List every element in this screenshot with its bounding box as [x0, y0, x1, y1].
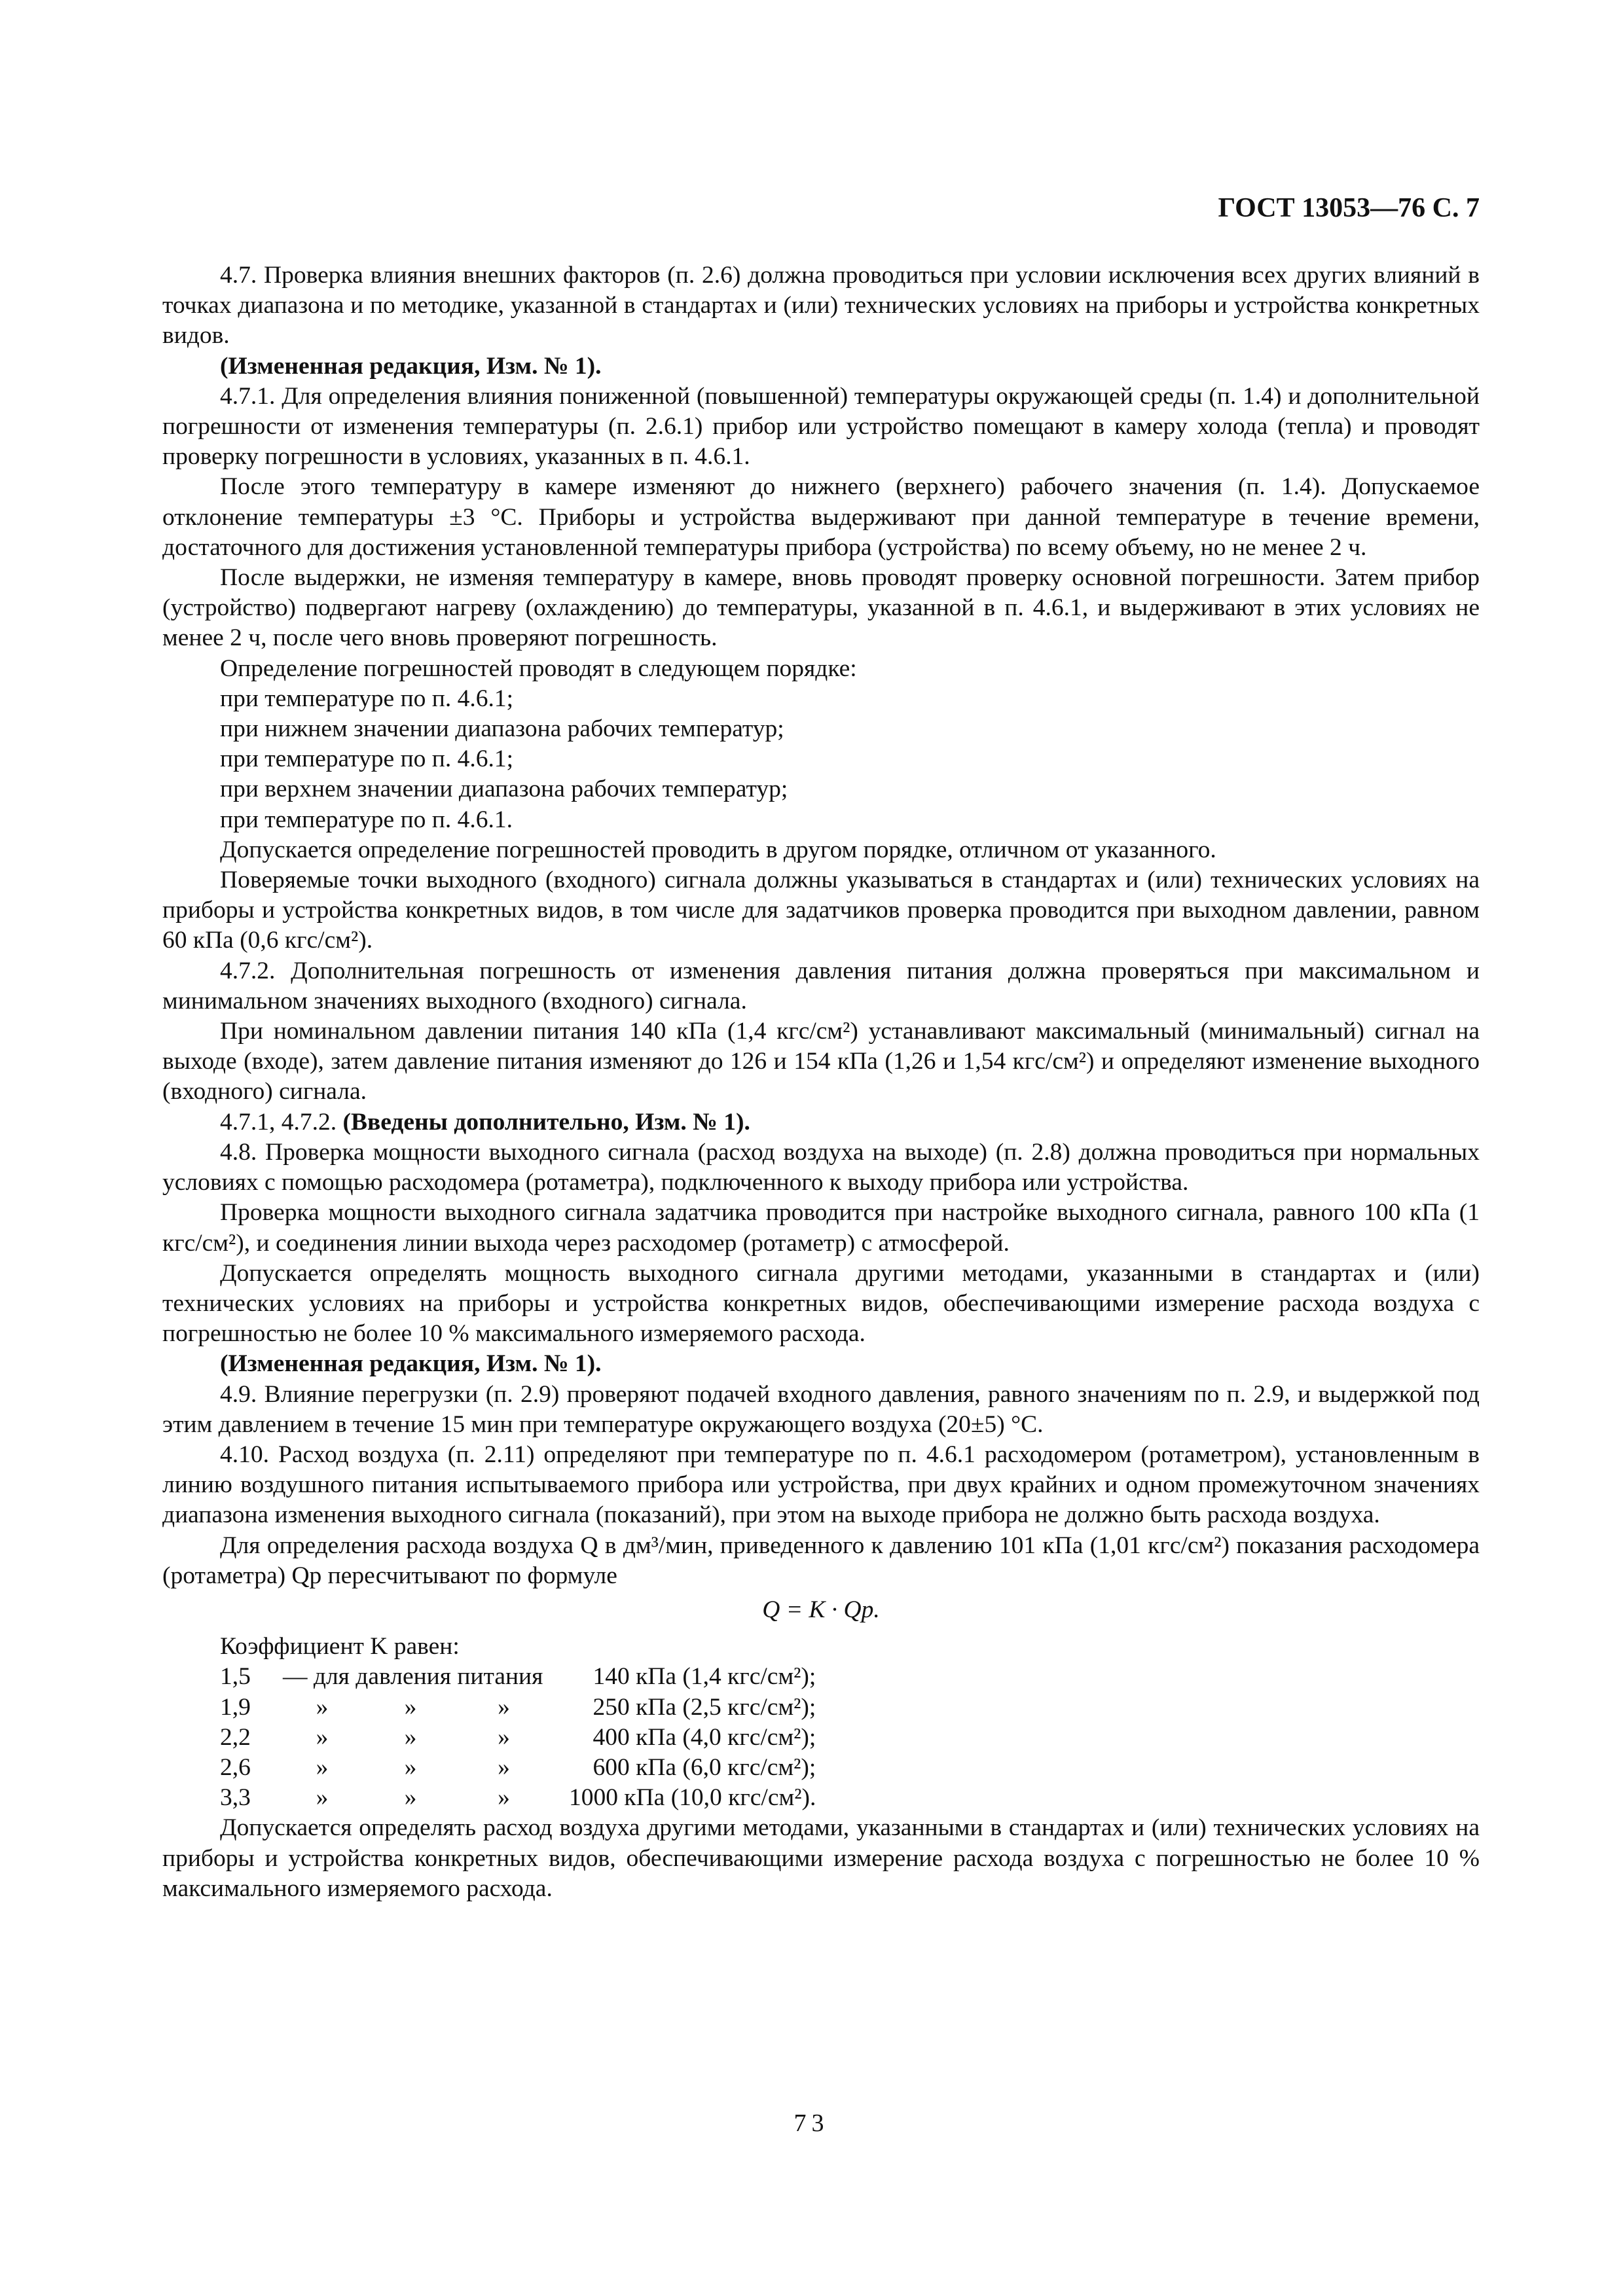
- paragraph: 4.7.1. Для определения влияния пониженной (повышенной) температуры окружающей среды (п. 1.4) и дополнительной погрешности от изменения температуры (п. 2.6.1) прибор или устройство помещают в камеру холода (тепла) и проводят проверку погрешности в условиях, указанных в п. 4.6.1.: [162, 382, 1480, 471]
- coefficient-pressure: 140 кПа (1,4 кгс/см²);: [593, 1663, 816, 1691]
- ditto-mark: »: [404, 1753, 417, 1781]
- paragraph: 4.9. Влияние перегрузки (п. 2.9) проверяют подачей входного давления, равного значениям по п. 2.9, и выдержкой под этим давлением в течение 15 мин при температуре окружающего воздуха (20±5) °С.: [162, 1380, 1480, 1438]
- document-page: [162, 190, 1480, 1904]
- coefficient-row: [220, 1783, 816, 1813]
- coefficient-value: 1,5: [220, 1663, 251, 1691]
- paragraph: Для определения расхода воздуха Q в дм³/мин, приведенного к давлению 101 кПа (1,01 кгс/см²) показания расходомера (ротаметра) Qр пересчитывают по формуле: [162, 1532, 1480, 1589]
- paragraph: Проверка мощности выходного сигнала задатчика проводится при настройке выходного сигнала, равного 100 кПа (1 кгс/см²), и соединения линии выхода через расходомер (ротаметр) с атмосферой.: [162, 1199, 1480, 1257]
- paragraph-bold-note: (Введены дополнительно, Изм. № 1).: [342, 1108, 750, 1136]
- paragraph: при температуре по п. 4.6.1;: [220, 745, 514, 773]
- coefficient-value: 2,6: [220, 1753, 251, 1781]
- coefficient-row: [220, 1662, 816, 1692]
- paragraph: Определение погрешностей проводят в следующем порядке:: [220, 655, 857, 682]
- ditto-mark: »: [404, 1784, 417, 1812]
- paragraph-text: 4.7.1, 4.7.2.: [220, 1108, 343, 1136]
- paragraph: После этого температуру в камере изменяют до нижнего (верхнего) рабочего значения (п. 1.4). Допускаемое отклонение температуры ±3 °С. Приборы и устройства выдерживают при данной температуре в течение времени, достаточного для достижения установленной температуры прибора (устройства) по всему объему, но не менее 2 ч.: [162, 473, 1480, 561]
- paragraph: 4.10. Расход воздуха (п. 2.11) определяют при температуре по п. 4.6.1 расходомером (ротаметром), установленным в линию воздушного питания испытываемого прибора или устройства, при двух крайних и одном промежуточном значениях диапазона изменения выходного сигнала (показаний), при этом на выходе прибора не должно быть расхода воздуха.: [162, 1441, 1480, 1529]
- paragraph-list: [162, 260, 1480, 1591]
- coefficient-pressure: 1000 кПа (10,0 кгс/см²).: [569, 1784, 816, 1812]
- coefficient-heading: Коэффициент K равен:: [220, 1633, 460, 1660]
- coefficient-row: [220, 1753, 816, 1783]
- closing-paragraph: Допускается определять расход воздуха другими методами, указанными в стандартах и (или) технических условиях на приборы и устройства конкретных видов, обеспечивающими измерение расхода воздуха с погрешностью не более 10 % максимального измеряемого расхода.: [162, 1814, 1480, 1902]
- paragraph: 4.7. Проверка влияния внешних факторов (п. 2.6) должна проводиться при условии исключения всех других влияний в точках диапазона и по методике, указанной в стандартах и (или) технических условиях на приборы и устройства конкретных видов.: [162, 262, 1480, 350]
- paragraph: [162, 1107, 1480, 1138]
- coefficient-value: 2,2: [220, 1723, 251, 1751]
- ditto-mark: »: [316, 1784, 329, 1812]
- coefficient-value: 1,9: [220, 1693, 251, 1721]
- page-number: 73: [793, 2109, 830, 2137]
- ditto-mark: »: [404, 1723, 417, 1751]
- formula: Q = K · Qр.: [762, 1596, 880, 1623]
- document-header: ГОСТ 13053—76 С. 7: [1218, 193, 1480, 223]
- ditto-mark: »: [498, 1753, 510, 1781]
- paragraph: После выдержки, не изменяя температуру в камере, вновь проводят проверку основной погрешности. Затем прибор (устройство) подвергают нагреву (охлаждению) до температуры, указанной в п. 4.6.1, и выдерживают в этих условиях не менее 2 ч, после чего вновь проверяют погрешность.: [162, 564, 1480, 652]
- paragraph: 4.8. Проверка мощности выходного сигнала (расход воздуха на выходе) (п. 2.8) должна проводиться при нормальных условиях с помощью расходомера (ротаметра), подключенного к выходу прибора или устройства.: [162, 1138, 1480, 1196]
- paragraph: (Измененная редакция, Изм. № 1).: [220, 352, 602, 380]
- paragraph: Допускается определять мощность выходного сигнала другими методами, указанными в стандартах и (или) технических условиях на приборы и устройства конкретных видов, обеспечивающими измерение расхода воздуха с погрешностью не более 10 % максимального измеряемого расхода.: [162, 1259, 1480, 1348]
- paragraph: 4.7.2. Дополнительная погрешность от изменения давления питания должна проверяться при максимальном и минимальном значениях выходного (входного) сигнала.: [162, 957, 1480, 1014]
- ditto-mark: »: [498, 1784, 510, 1812]
- coefficient-row: [220, 1723, 816, 1753]
- paragraph: Допускается определение погрешностей проводить в другом порядке, отличном от указанного.: [220, 836, 1216, 863]
- paragraph: (Измененная редакция, Изм. № 1).: [220, 1350, 602, 1378]
- ditto-mark: »: [316, 1753, 329, 1781]
- ditto-mark: »: [404, 1693, 417, 1721]
- document-body: [162, 260, 1480, 1904]
- coefficient-pressure: 400 кПа (4,0 кгс/см²);: [593, 1723, 816, 1751]
- ditto-mark: »: [498, 1693, 510, 1721]
- coefficient-pressure: 600 кПа (6,0 кгс/см²);: [593, 1753, 816, 1781]
- coefficient-row: [220, 1693, 816, 1723]
- coefficient-label: — для давления питания: [283, 1663, 543, 1691]
- coefficient-pressure: 250 кПа (2,5 кгс/см²);: [593, 1693, 816, 1721]
- ditto-mark: »: [316, 1723, 329, 1751]
- paragraph: при верхнем значении диапазона рабочих температур;: [220, 776, 788, 803]
- ditto-mark: »: [498, 1723, 510, 1751]
- paragraph: при температуре по п. 4.6.1;: [220, 685, 514, 712]
- paragraph: при нижнем значении диапазона рабочих температур;: [220, 715, 784, 743]
- ditto-mark: »: [316, 1693, 329, 1721]
- coefficient-table: [220, 1662, 816, 1813]
- coefficient-value: 3,3: [220, 1784, 251, 1812]
- paragraph: Поверяемые точки выходного (входного) сигнала должны указываться в стандартах и (или) технических условиях на приборы и устройства конкретных видов, в том числе для задатчиков проверка проводится при выходном давлении, равном 60 кПа (0,6 кгс/см²).: [162, 867, 1480, 954]
- paragraph: при температуре по п. 4.6.1.: [220, 806, 513, 833]
- paragraph: При номинальном давлении питания 140 кПа (1,4 кгс/см²) устанавливают максимальный (минимальный) сигнал на выходе (входе), затем давление питания изменяют до 126 и 154 кПа (1,26 и 1,54 кгс/см²) и определяют изменение выходного (входного) сигнала.: [162, 1018, 1480, 1105]
